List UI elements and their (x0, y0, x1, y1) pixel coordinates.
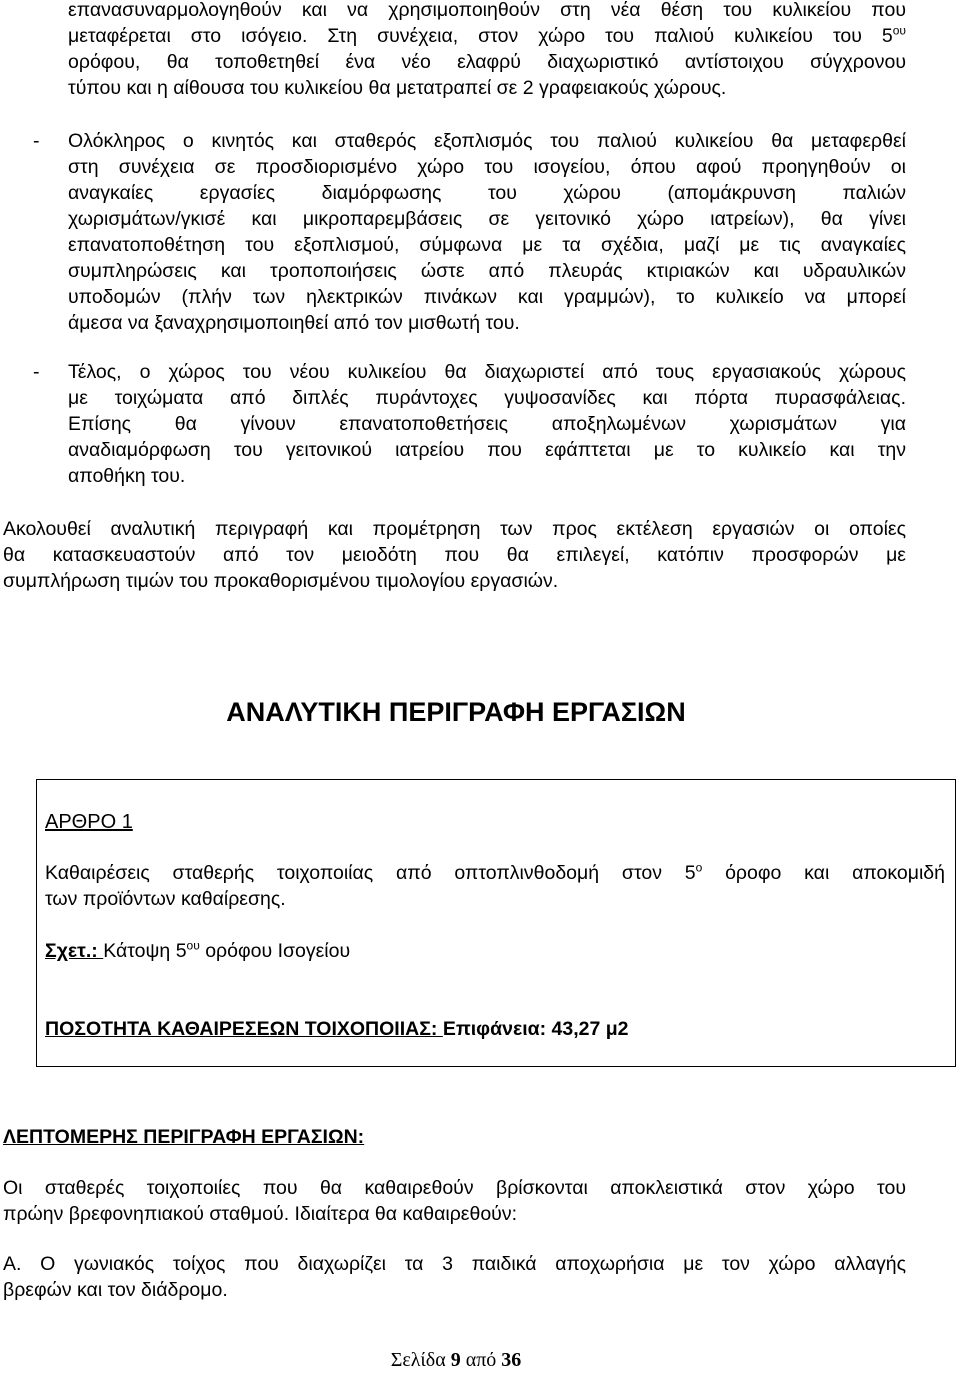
detail-heading (3, 1124, 364, 1150)
superscript: ου (186, 938, 200, 953)
page-footer (0, 1349, 912, 1372)
text-line: πρώην βρεφονηπιακού σταθμού. Ιδιαίτερα θα καθαιρεθούν: (3, 1203, 517, 1225)
text-line: επανασυναρμολογηθούν και να χρησιμοποιηθούν στη νέα θέση του κυλικείου που (68, 0, 906, 21)
text-line: των προϊόντων καθαίρεσης. (45, 888, 286, 910)
text-line: αποθήκη του. (68, 465, 186, 487)
article-description (45, 860, 945, 912)
text-run: Κάτοψη 5 (103, 940, 187, 962)
article-reference (45, 938, 350, 964)
text-line: Α. Ο γωνιακός τοίχος που διαχωρίζει τα 3 παιδικά αποχωρήσια με τον χώρο αλλαγής (3, 1253, 906, 1275)
text-line: αναγκαίες εργασίες διαμόρφωσης του χώρου (απομάκρυνση παλιών (68, 182, 906, 204)
text-line (45, 860, 945, 886)
text-line: υποδομών (πλήν των ηλεκτρικών πινάκων και γραμμών), το κυλικείο να μπορεί (68, 286, 906, 308)
superscript: ο (695, 860, 703, 875)
text-line: Τέλος, ο χώρος του νέου κυλικείου θα διαχωριστεί από τους εργασιακούς χώρους (68, 361, 906, 383)
text-line: Ακολουθεί αναλυτική περιγραφή και προμέτρηση των προς εκτέλεση εργασιών οι οποίες (3, 518, 906, 540)
text-line: βρεφών και τον διάδρομο. (3, 1279, 228, 1301)
text-line: χωρισμάτων/γκισέ και μικροπαρεμβάσεις σε γειτονικό χώρο ιατρείων), θα γίνει (68, 208, 906, 230)
text-run: μεταφέρεται στο ισόγειο. Στη συνέχεια, στον χώρο του παλιού κυλικείου του 5 (68, 25, 893, 47)
text-line: θα κατασκευαστούν από τον μειοδότη που θα επιλεγεί, κατόπιν προσφορών με (3, 544, 906, 566)
article-heading-text: ΑΡΘΡΟ 1 (45, 811, 133, 833)
footer-prefix: Σελίδα (390, 1349, 451, 1371)
bullet-paragraph (68, 359, 906, 489)
text-line: με τοιχώματα από διπλές πυράντοχες γυψοσανίδες και πόρτα πυρασφάλειας. (68, 387, 906, 409)
quantity-label: ΠΟΣΟΤΗΤΑ ΚΑΘΑΙΡΕΣΕΩΝ ΤΟΙΧΟΠΟΙΙΑΣ: (45, 1018, 443, 1040)
current-page-number: 9 (450, 1349, 461, 1371)
text-run: ορόφου Ισογείου (199, 940, 351, 962)
text-line: Ολόκληρος ο κινητός και σταθερός εξοπλισμός του παλιού κυλικείου θα μεταφερθεί (68, 130, 906, 152)
text-line: αναδιαμόρφωση του γειτονικού ιατρείου που εφάπτεται με το κυλικείο και την (68, 439, 906, 461)
text-line: συμπληρώσεις και τροποποιήσεις ώστε από πλευράς κτιριακών και υδραυλικών (68, 260, 906, 282)
section-title: ΑΝΑΛΥΤΙΚΗ ΠΕΡΙΓΡΑΦΗ ΕΡΓΑΣΙΩΝ (226, 697, 686, 727)
text-line: στη συνέχεια σε προσδιορισμένο χώρο του ισογείου, όπου αφού προηγηθούν οι (68, 156, 906, 178)
text-run: Καθαιρέσεις σταθερής τοιχοποιίας από οπτοπλινθοδομή στον 5 (45, 862, 696, 884)
text-line: Επίσης θα γίνουν επανατοποθετήσεις αποξηλωμένων χωρισμάτων για (68, 413, 906, 435)
bullet-paragraph (68, 128, 906, 336)
text-line: συμπλήρωση τιμών του προκαθορισμένου τιμολογίου εργασιών. (3, 570, 559, 592)
quantity-value: Επιφάνεια: 43,27 μ2 (442, 1018, 629, 1040)
total-pages-number: 36 (501, 1349, 522, 1371)
text-line: Οι σταθερές τοιχοποιίες που θα καθαιρεθούν βρίσκονται αποκλειστικά στον χώρο του (3, 1177, 906, 1199)
text-run: όροφο και αποκομιδή (702, 862, 945, 884)
text-line: επανατοποθέτηση του εξοπλισμού, σύμφωνα με τα σχέδια, μαζί με τις αναγκαίες (68, 234, 906, 256)
intro-paragraph (68, 0, 906, 101)
text-line (68, 23, 906, 49)
detail-item-a (3, 1251, 906, 1303)
article-quantity (45, 1016, 629, 1042)
article-heading (45, 809, 133, 835)
text-line: ορόφου, θα τοποθετηθεί ένα νέο ελαφρύ διαχωριστικό αντίστοιχου σύγχρονου (68, 51, 906, 73)
detail-heading-text: ΛΕΠΤΟΜΕΡΗΣ ΠΕΡΙΓΡΑΦΗ ΕΡΓΑΣΙΩΝ: (3, 1126, 365, 1148)
detail-paragraph (3, 1175, 906, 1227)
text-line: τύπου και η αίθουσα του κυλικείου θα μετατραπεί σε 2 γραφειακούς χώρους. (68, 77, 727, 99)
text-line: άμεσα να ξαναχρησιμοποιηθεί από τον μισθωτή του. (68, 312, 520, 334)
following-paragraph (3, 516, 906, 594)
bullet-dash: - (33, 130, 40, 152)
reference-label: Σχετ.: (45, 940, 104, 962)
bullet-dash: - (33, 361, 40, 383)
superscript: ου (892, 23, 906, 38)
footer-middle: από (460, 1349, 502, 1371)
